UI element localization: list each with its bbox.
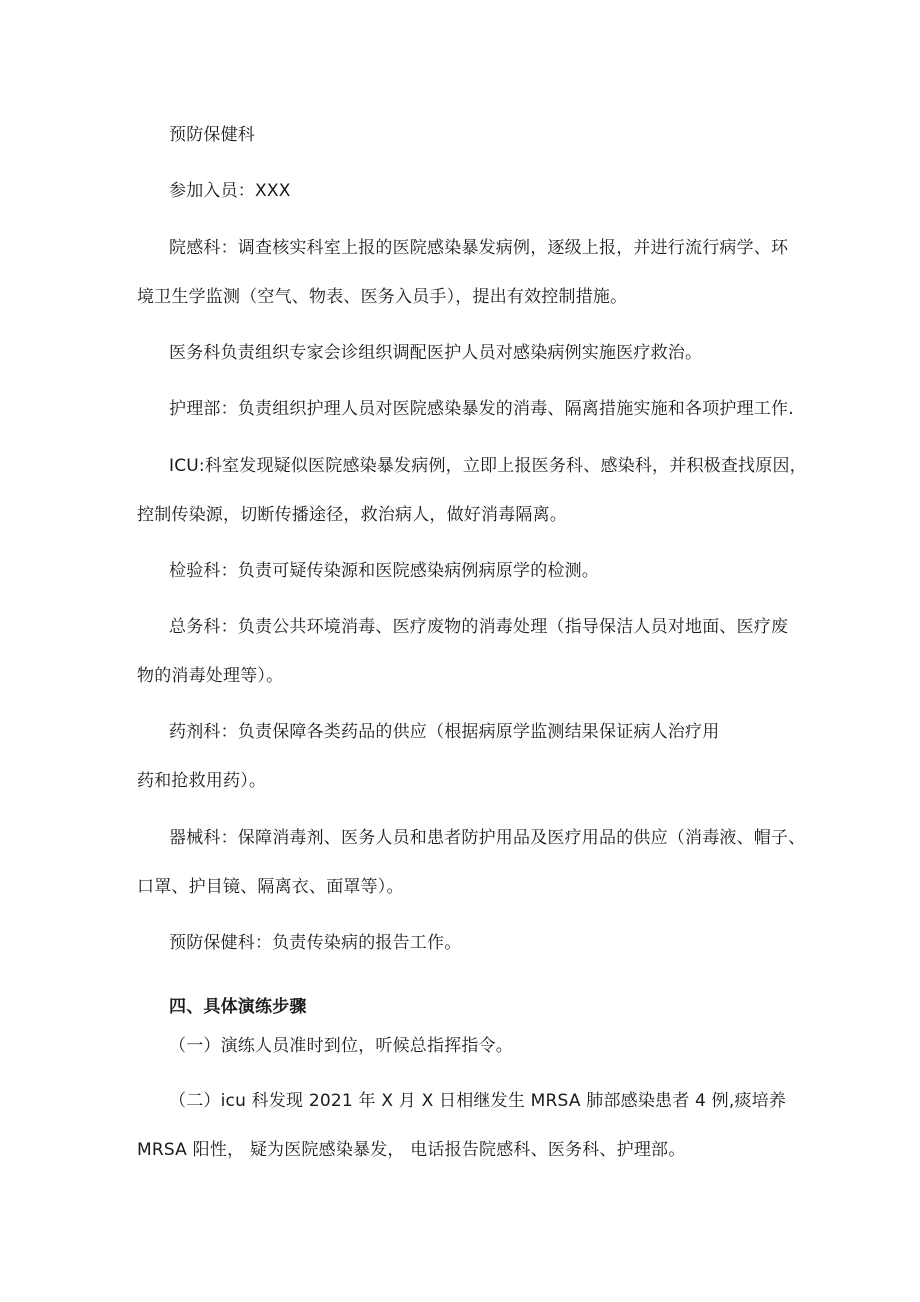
general-affairs-duty-cont: 物的消毒处理等）。	[137, 666, 284, 686]
step-two: （二）icu 科发现 2021 年 X 月 X 日相继发生 MRSA 肺部感染患者 4 例,痰培养	[169, 1091, 787, 1111]
step-one: （一）演练人员准时到位，听候总指挥指令。	[169, 1036, 513, 1056]
pharmacy-duty-cont: 药和抢救用药）。	[137, 771, 267, 791]
nursing-duty: 护理部：负责组织护理人员对医院感染暴发的消毒、隔离措施实施和各项护理工作.	[169, 399, 794, 419]
infection-dept-duty: 院感科：调查核实科室上报的医院感染暴发病例，逐级上报，并进行流行病学、环	[169, 238, 789, 258]
lab-duty: 检验科：负责可疑传染源和医院感染病例病原学的检测。	[169, 561, 599, 581]
dept-title-prevention: 预防保健科	[169, 125, 255, 145]
pharmacy-duty: 药剂科：负责保障各类药品的供应（根据病原学监测结果保证病人治疗用	[169, 722, 720, 742]
participants-line: 参加入员：XXX	[169, 181, 291, 201]
prevention-duty: 预防保健科：负责传染病的报告工作。	[169, 933, 462, 953]
section-heading: 四、具体演练步骤	[169, 997, 307, 1017]
medical-affairs-duty: 医务科负责组织专家会诊组织调配医护人员对感染病例实施医疗救治。	[169, 343, 703, 363]
infection-dept-duty-cont: 境卫生学监测（空气、物表、医务入员手），提出有效控制措施。	[137, 287, 628, 307]
step-two-cont: MRSA 阳性， 疑为医院感染暴发， 电话报告院感科、医务科、护理部。	[137, 1140, 686, 1160]
equipment-duty-cont: 口罩、护目镜、隔离衣、面罩等）。	[137, 877, 404, 897]
equipment-duty: 器械科：保障消毒剂、医务人员和患者防护用品及医疗用品的供应（消毒液、帽子、	[169, 828, 806, 848]
icu-duty: ICU:科室发现疑似医院感染暴发病例，立即上报医务科、感染科，并积极查找原因，	[169, 456, 807, 476]
icu-duty-cont: 控制传染源，切断传播途径，救治病人，做好消毒隔离。	[137, 505, 567, 525]
general-affairs-duty: 总务科：负责公共环境消毒、医疗废物的消毒处理（指导保洁人员对地面、医疗废	[169, 617, 789, 637]
